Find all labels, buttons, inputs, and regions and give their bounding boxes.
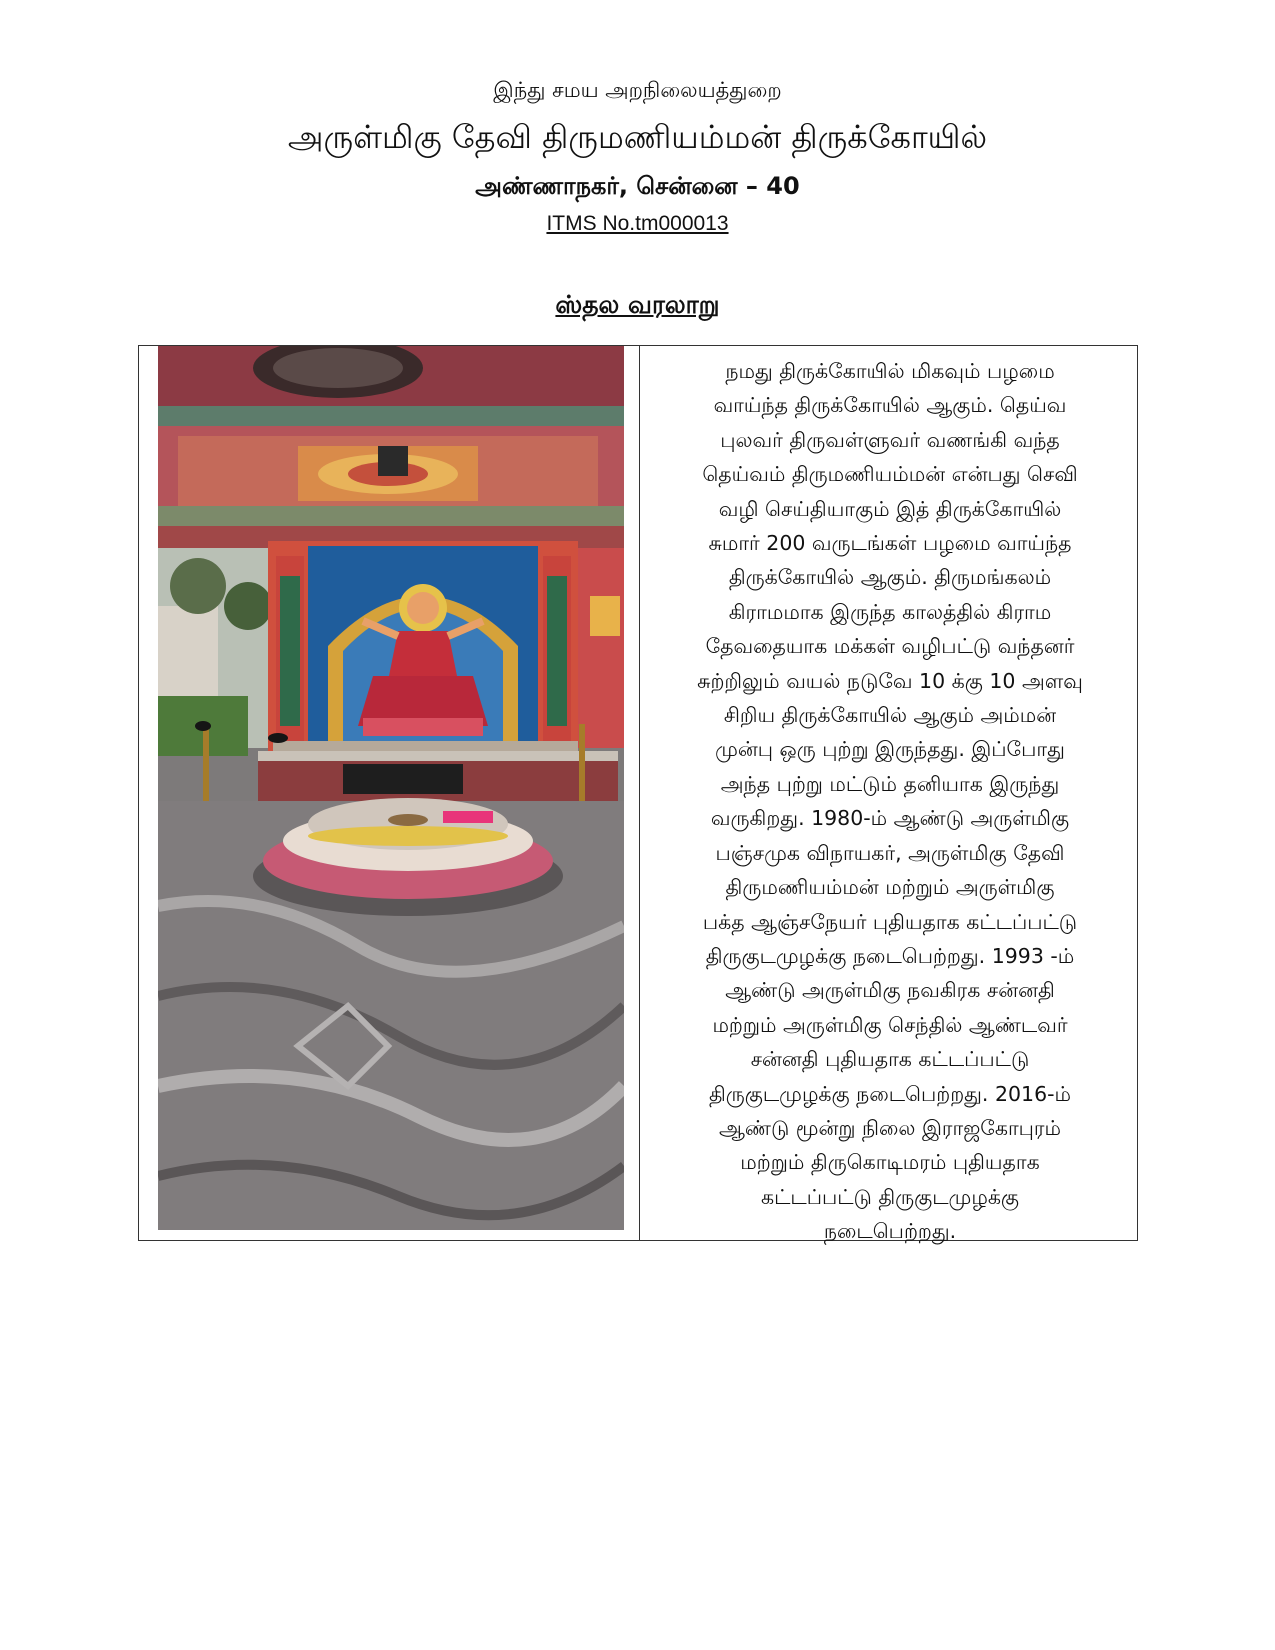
history-line: புலவர் திருவள்ளுவர் வணங்கி வந்த <box>720 427 1060 452</box>
content-table <box>138 345 1138 1244</box>
history-line: தேவதையாக மக்கள் வழிபட்டு வந்தனர் <box>705 634 1075 659</box>
history-line: வழி செய்தியாகும் இத் திருக்கோயில் <box>718 496 1062 521</box>
history-line: திருகுடமுழக்கு நடைபெற்றது. 1993 -ம் <box>705 943 1075 968</box>
temple-shrine-photo <box>158 346 624 1230</box>
history-line: பஞ்சமுக விநாயகர், அருள்மிகு தேவி <box>715 840 1065 865</box>
temple-location: அண்ணாநகர், சென்னை – 40 <box>475 172 800 200</box>
temple-name: அருள்மிகு தேவி திருமணியம்மன் திருக்கோயில் <box>287 118 988 156</box>
history-line: முன்பு ஒரு புற்று இருந்தது. இப்போது <box>715 737 1065 762</box>
history-line: பக்த ஆஞ்சநேயர் புதியதாக கட்டப்பட்டு <box>702 909 1078 934</box>
department-name: இந்து சமய அறநிலையத்துறை <box>493 78 782 102</box>
history-line: நமது திருக்கோயில் மிகவும் பழமை <box>725 359 1055 383</box>
history-line: வாய்ந்த திருக்கோயில் ஆகும். தெய்வ <box>713 393 1067 418</box>
history-line: மற்றும் அருள்மிகு செந்தில் ஆண்டவர் <box>712 1012 1068 1037</box>
itms-number: ITMS No.tm000013 <box>546 212 729 235</box>
history-line: கிராமமாக இருந்த காலத்தில் கிராம <box>728 599 1052 624</box>
temple-history-text <box>645 354 1135 1249</box>
history-line: தெய்வம் திருமணியம்மன் என்பது செவி <box>702 462 1078 487</box>
section-title: ஸ்தல வரலாறு <box>555 290 720 319</box>
history-line: சிறிய திருக்கோயில் ஆகும் அம்மன் <box>723 703 1057 728</box>
table-cell-divider <box>639 346 640 1240</box>
history-line: சுமார் 200 வருடங்கள் பழமை வாய்ந்த <box>708 531 1072 556</box>
history-line: திருமணியம்மன் மற்றும் அருள்மிகு <box>725 875 1055 900</box>
history-line: மற்றும் திருகொடிமரம் புதியதாக <box>740 1150 1040 1175</box>
history-line: சன்னதி புதியதாக கட்டப்பட்டு <box>750 1047 1030 1072</box>
history-line: வருகிறது. 1980-ம் ஆண்டு அருள்மிகு <box>710 806 1070 831</box>
history-line: திருகுடமுழக்கு நடைபெற்றது. 2016-ம் <box>708 1081 1072 1106</box>
history-line: சுற்றிலும் வயல் நடுவே 10 க்கு 10 அளவு <box>697 668 1083 693</box>
history-line: அந்த புற்று மட்டும் தனியாக இருந்து <box>720 771 1060 796</box>
history-line: நடைபெற்றது. <box>823 1219 957 1244</box>
history-line: ஆண்டு அருள்மிகு நவகிரக சன்னதி <box>725 978 1055 1003</box>
history-line: திருக்கோயில் ஆகும். திருமங்கலம் <box>728 565 1052 590</box>
history-line: ஆண்டு மூன்று நிலை இராஜகோபுரம் <box>718 1115 1062 1140</box>
history-line: கட்டப்பட்டு திருகுடமுழக்கு <box>760 1184 1020 1209</box>
